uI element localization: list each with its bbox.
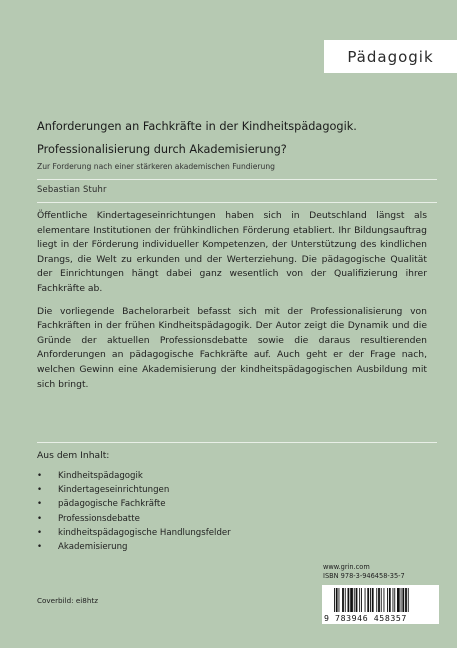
list-item-label: Kindertageseinrichtungen (58, 485, 170, 496)
title-block (37, 118, 437, 171)
barcode-bar (339, 588, 340, 612)
list-item (37, 526, 231, 540)
bullet-icon: • (37, 527, 43, 538)
blurb-paragraph-1: Öffentliche Kindertageseinrichtungen haben sich in Deutschland längst als elementare Institutionen der frühkindlichen Förderung etabliert. Ihr Bildungsauftrag liegt in der Förderung individueller Kompetenzen, der Unterstützung des kindlichen Drangs, die Welt zu erkunden und der Werterziehung. Die pädagogische Qualität der Einrichtungen hängt dabei ganz wesentlich von der Qualifizierung ihrer Fachkräfte ab. (37, 210, 427, 294)
contents-list (37, 469, 231, 554)
bullet-icon: • (37, 513, 43, 524)
category-label: Pädagogik (347, 47, 434, 66)
list-item-label: Professionsdebatte (58, 513, 140, 524)
list-item-label: Akademisierung (58, 542, 128, 553)
list-item-label: Kindheitspädagogik (58, 471, 143, 481)
list-item (37, 540, 231, 554)
barcode-bar (365, 588, 366, 612)
barcode-bar (397, 588, 400, 612)
barcode-bar (354, 588, 355, 612)
list-item (37, 483, 231, 497)
barcode-bar (381, 588, 382, 612)
bullet-icon: • (37, 485, 43, 496)
barcode-digits: 9 783946 458357 (324, 613, 407, 623)
title-line-1: Anforderungen an Fachkräfte in der Kindheitspädagogik. (37, 120, 357, 133)
subtitle: Zur Forderung nach einer stärkeren akademischen Fundierung (37, 162, 275, 171)
barcode-bar (401, 588, 402, 612)
barcode-bar (359, 588, 360, 612)
barcode-bar (405, 588, 407, 612)
barcode-bar (372, 588, 374, 612)
barcode-bar (356, 588, 358, 612)
barcode-bar (378, 588, 380, 612)
divider-contents (37, 442, 437, 443)
barcode-bar (370, 588, 371, 612)
barcode-bar (394, 588, 395, 612)
barcode-bar (376, 588, 377, 612)
list-item-label: pädagogische Fachkräfte (58, 499, 166, 510)
cover-credit: Coverbild: ei8htz (37, 596, 99, 605)
publisher-info (323, 563, 405, 581)
category-label-box (324, 40, 457, 73)
isbn: ISBN 978-3-946458-35-7 (323, 572, 405, 580)
contents-heading: Aus dem Inhalt: (37, 450, 110, 461)
barcode-bar (342, 588, 344, 612)
author-name: Sebastian Stuhr (37, 184, 107, 194)
list-item (37, 497, 231, 511)
barcode-bar (387, 588, 388, 612)
barcode-bar (367, 588, 369, 612)
bullet-icon: • (37, 542, 43, 553)
blurb-text (37, 209, 427, 392)
list-item-label: kindheitspädagogische Handlungsfelder (58, 527, 231, 538)
barcode-bar (348, 588, 350, 612)
barcode-bar (361, 588, 362, 612)
barcode-bar (334, 588, 335, 612)
barcode-bar (408, 588, 409, 612)
barcode (322, 585, 439, 624)
barcode-bars (322, 585, 439, 615)
title-line-2: Professionalisierung durch Akademisierung? (37, 143, 287, 156)
divider-author (37, 202, 437, 203)
divider-top (37, 179, 437, 180)
blurb-paragraph-2: Die vorliegende Bachelorarbeit befasst sich mit der Professionalisierung von Fachkräften in der frühen Kindheitspädagogik. Der Autor zeigt die Dynamik und die Gründe der aktuellen Professionsdebatte sowie die daraus resultierenden Anforderungen an pädagogische Fachkräfte auf. Auch geht er der Frage nach, welchen Gewinn eine Akademisierung der kindheitspädagogischen Ausbildung mit sich bringt. (37, 305, 427, 390)
publisher-url: www.grin.com (323, 563, 370, 571)
barcode-bar (389, 588, 391, 612)
barcode-bar (345, 588, 346, 612)
list-item (37, 469, 231, 483)
barcode-bar (402, 588, 404, 612)
barcode-bar (393, 588, 394, 612)
barcode-bar (384, 588, 385, 612)
barcode-bar (336, 588, 338, 612)
barcode-bar (350, 588, 353, 612)
bullet-icon: • (37, 499, 43, 510)
bullet-icon: • (37, 471, 43, 481)
list-item (37, 512, 231, 526)
